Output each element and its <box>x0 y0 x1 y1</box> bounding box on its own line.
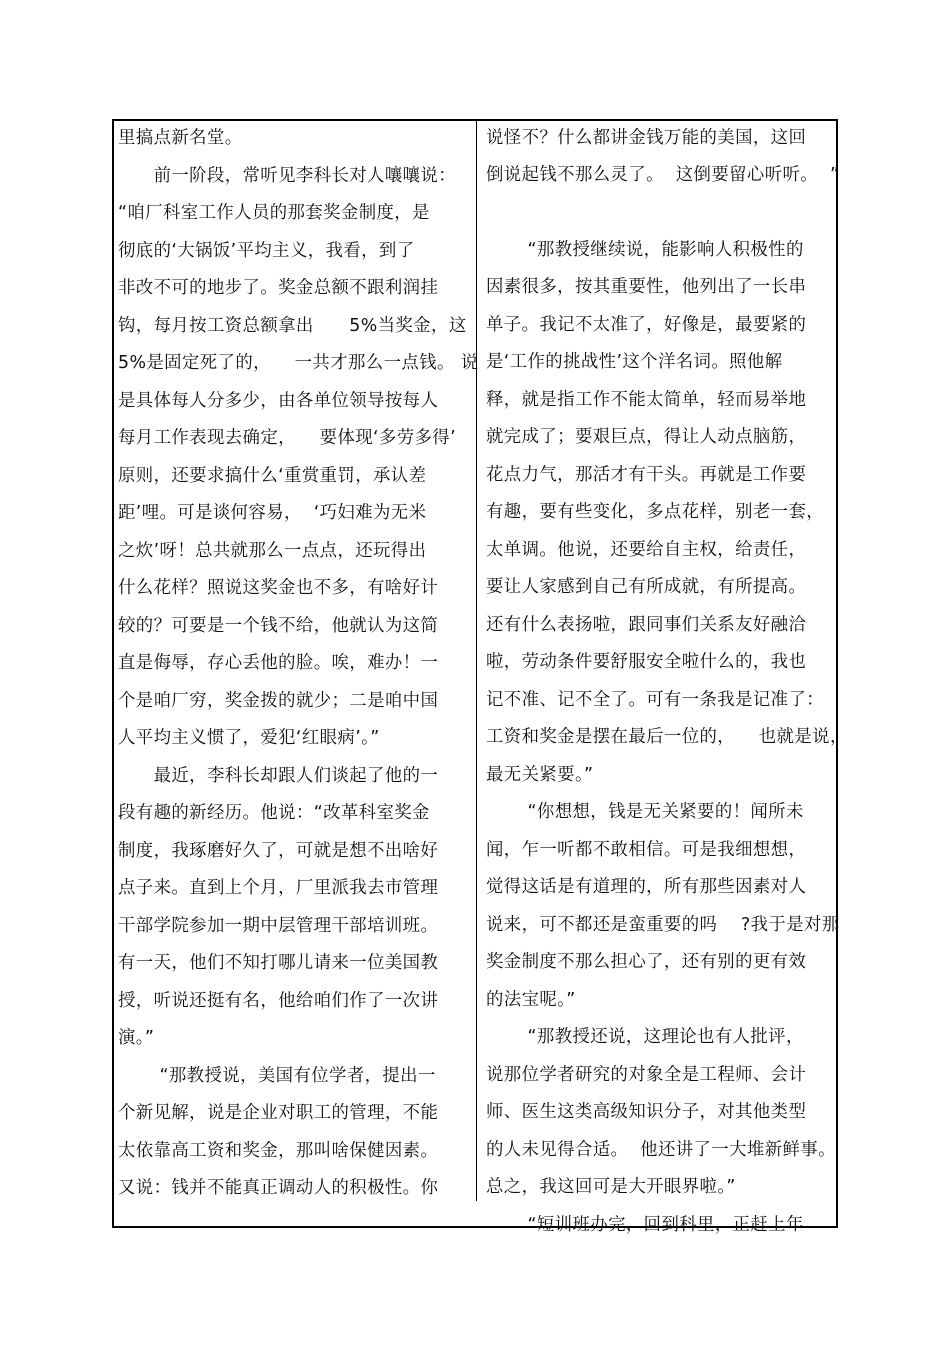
text-line: 每月工作表现去确定， 要体现‘多劳多得’ <box>118 428 457 448</box>
text-line: 觉得这话是有道理的，所有那些因素对人 <box>486 877 807 897</box>
text-line: 太依靠高工资和奖金，那叫啥保健因素。 <box>118 1140 439 1161</box>
text-line: 啦，劳动条件要舒服安全啦什么的，我也 <box>486 652 807 672</box>
text-line: 彻底的‘大锅饭’平均主义，我看，到了 <box>118 240 415 261</box>
text-line: 师、医生这类高级知识分子，对其他类型 <box>486 1102 807 1122</box>
text-line: 个是咱厂穷，奖金拨的就少；二是咱中国 <box>118 690 439 711</box>
text-line: 说怪不？什么都讲金钱万能的美国，这回 <box>486 128 807 148</box>
text-line: 又说：钱并不能真正调动人的积极性。你 <box>118 1178 439 1198</box>
text-line: “短训班办完，回到科里，正赶上年 <box>486 1214 804 1235</box>
text-line: “那教授继续说，能影响人积极性的 <box>486 239 804 260</box>
text-line: 非改不可的地步了。奖金总额不跟利润挂 <box>118 278 439 298</box>
text-line: 就完成了；要艰巨点，得让人动点脑筋， <box>486 427 807 447</box>
text-line: 原则，还要求搞什么‘重赏重罚，承认差 <box>118 465 427 486</box>
text-line: 5%是固定死了的， 一共才那么一点钱。 说 <box>118 353 479 373</box>
text-line: 最无关紧要。” <box>486 764 594 785</box>
text-line: 有趣，要有些变化，多点花样，别老一套， <box>486 502 825 522</box>
text-line: 说那位学者研究的对象全是工程师、会计 <box>486 1064 807 1085</box>
text-line: 记不准、记不全了。可有一条我是记准了： <box>486 689 825 710</box>
text-line: 说来，可不都还是蛮重要的吗 ?我于是对那 <box>486 914 840 935</box>
text-line: 因素很多，按其重要性，他列出了一长串 <box>486 277 807 297</box>
text-line: 单子。我记不太准了，好像是，最要紧的 <box>486 314 807 335</box>
text-line: 之炊’呀！总共就那么一点点，还玩得出 <box>118 540 427 561</box>
text-line: 段有趣的新经历。他说：“改革科室奖金 <box>118 803 430 823</box>
text-line: 较的？可要是一个钱不给，他就认为这简 <box>118 615 439 636</box>
text-line: 工资和奖金是摆在最后一位的， 也就是说， <box>486 727 848 747</box>
text-line: 的法宝呢。” <box>486 989 576 1010</box>
text-line: 直是侮辱，存心丢他的脸。唉，难办！一 <box>118 653 439 673</box>
text-line: 太单调。他说，还要给自主权，给责任， <box>486 539 807 560</box>
text-line: 是‘工作的挑战性’这个洋名词。照他解 <box>486 352 783 372</box>
text-line: “咱厂科室工作人员的那套奖金制度，是 <box>118 203 430 223</box>
text-line: 什么花样？照说这奖金也不多，有啥好计 <box>118 578 439 598</box>
text-line: 点子来。直到上个月，厂里派我去市管理 <box>118 878 439 898</box>
text-line: 的人未见得合适。 他还讲了一大堆新鲜事。 <box>486 1139 836 1160</box>
text-line: 人平均主义惯了，爱犯‘红眼病’。” <box>118 728 380 748</box>
text-line: 干部学院参加一期中层管理干部培训班。 <box>118 915 439 936</box>
text-line: 倒说起钱不那么灵了。 这倒要留心听听。 ” <box>486 165 840 185</box>
text-line: “那教授说，美国有位学者，提出一 <box>118 1065 436 1086</box>
text-line: “你想想，钱是无关紧要的！闻所未 <box>486 802 804 822</box>
text-line: 里搞点新名堂。 <box>118 128 243 148</box>
text-line: 总之，我这回可是大开眼界啦。” <box>486 1177 736 1197</box>
text-line: 要让人家感到自己有所成就，有所提高。 <box>486 577 807 597</box>
text-line: 还有什么表扬啦，跟同事们关系友好融洽 <box>486 614 807 635</box>
text-line: 奖金制度不那么担心了，还有别的更有效 <box>486 952 807 972</box>
text-line: 花点力气，那活才有干头。再就是工作要 <box>486 464 807 485</box>
text-line: 授，听说还挺有名，他给咱们作了一次讲 <box>118 990 439 1011</box>
text-line: 闻，乍一听都不敢相信。可是我细想想， <box>486 839 807 860</box>
text-line: 前一阶段，常听见李科长对人嚷嚷说： <box>118 165 457 186</box>
text-line: 最近，李科长却跟人们谈起了他的一 <box>118 765 439 786</box>
text-line: 钩，每月按工资总额拿出 5%当奖金，这 <box>118 315 467 336</box>
text-line: 演。” <box>118 1028 155 1048</box>
text-line: “那教授还说，这理论也有人批评， <box>486 1027 804 1047</box>
text-line: 释，就是指工作不能太简单，轻而易举地 <box>486 389 807 410</box>
text-line: 有一天，他们不知打哪儿请来一位美国教 <box>118 953 439 973</box>
text-line: 制度，我琢磨好久了，可就是想不出啥好 <box>118 840 439 861</box>
column-divider <box>476 121 477 1201</box>
text-line: 个新见解，说是企业对职工的管理，不能 <box>118 1103 439 1123</box>
text-line: 距’哩。可是谈何容易， ‘巧妇难为无米 <box>118 503 427 523</box>
text-line: 是具体每人分多少，由各单位领导按每人 <box>118 390 439 411</box>
